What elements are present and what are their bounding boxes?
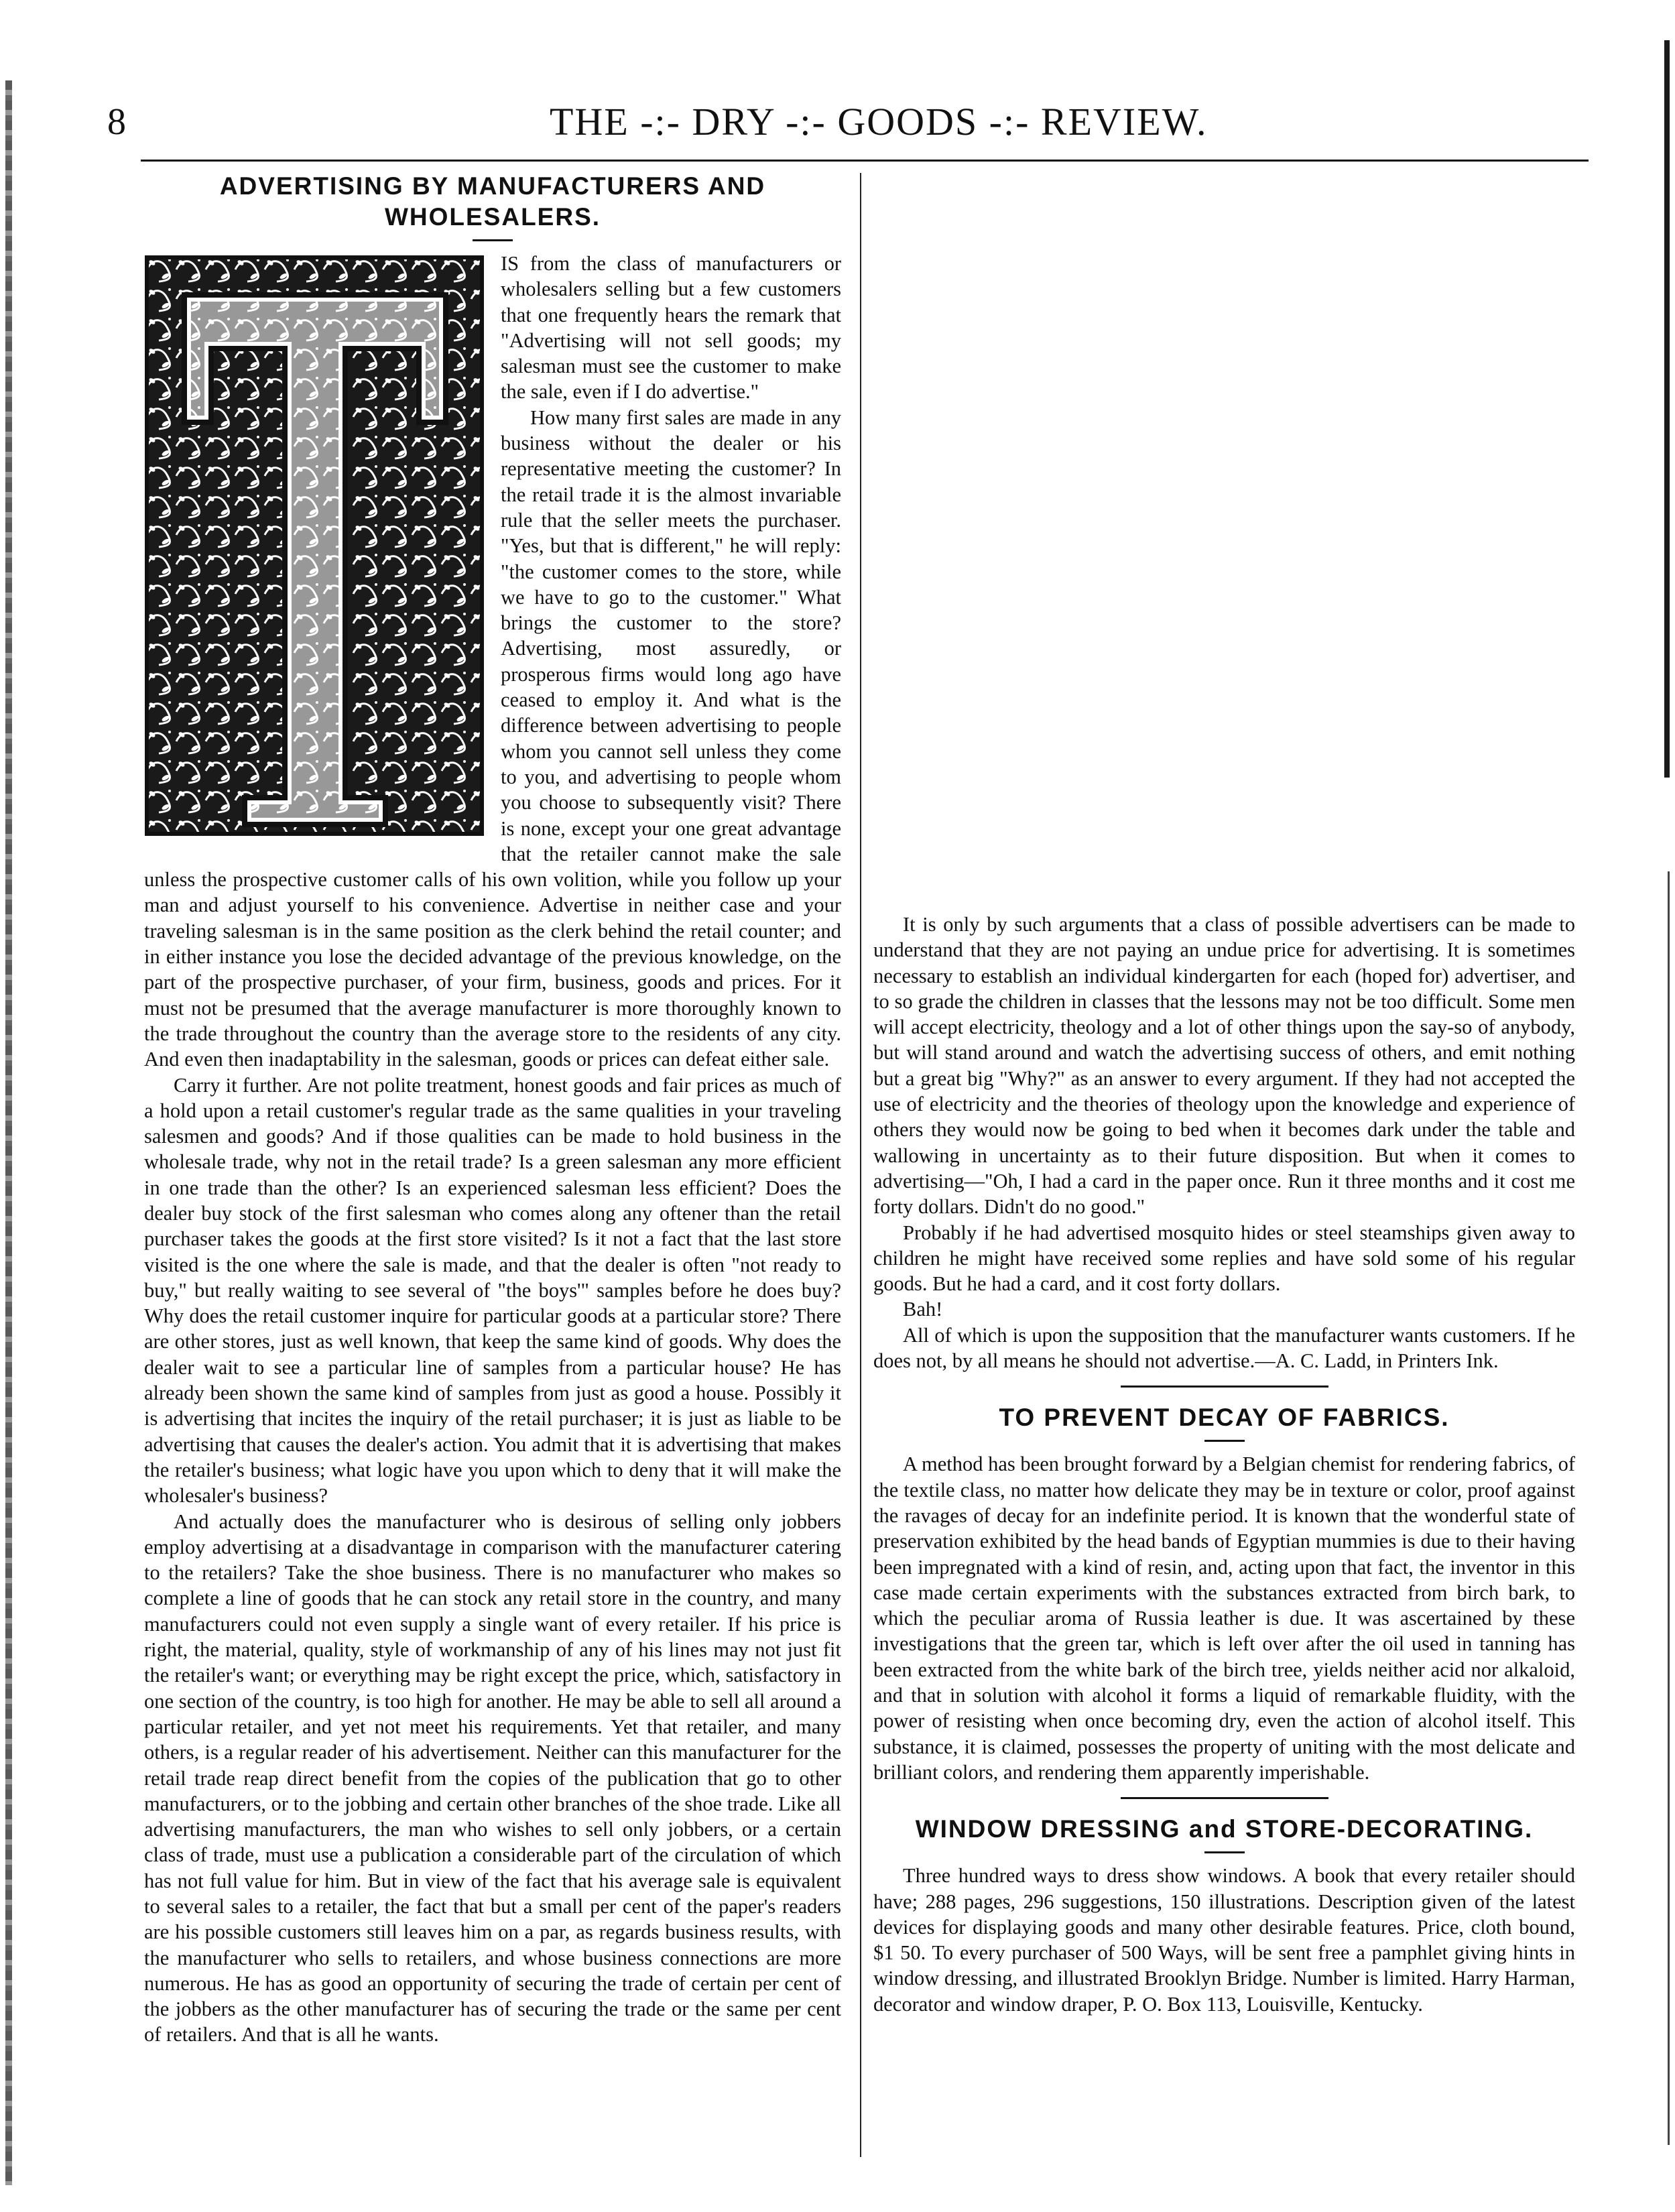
- article-headline-fabrics: TO PREVENT DECAY OF FABRICS.: [999, 1404, 1450, 1432]
- paragraph: Probably if he had advertised mosquito hides or steel steamships given away to children he might have received some replies and have sold some of his regular goods. But he had a card, and it cost forty dollars.: [873, 1221, 1575, 1296]
- section-rule: [1121, 1797, 1328, 1799]
- headline-rule: [1204, 1851, 1245, 1853]
- paragraph-continued: And actually does the manufacturer who is desirous of selling only jobbers employ advertising at a disadvantage in comparison with the manufacturer catering to the retailers? Take the shoe business. There is no manufacturer who makes so complete a line of goods that he can stock any retail store in the country, and many manufacturers could not even supply a single want of every retailer. If his price is right, the material, quality, style of workmanship of any of his lines may not just fit the retailer's want; or everything may be right except the price, which, satisfactory in one section of the country, is too high for another. He may be able to sell all around a particular retailer, and yet not meet his requirements. Yet that retailer, and many others, is a regular reader of his advertisement. Neither can this manufacturer for the retail trade reap direct benefit from the copies of the publication that go to other manufacturers, or to the jobbing and certain other branches of the shoe trade. Like all advertising manufacturers, the man who wishes to sell only jobbers, or a certain class of trade, must use a publication a considerable part of the circulation of which has not full value for him. But in view of the fact that his average sale is equivalent to several sales to a retailer, the fact that but a small per cent of the paper's readers are his possible customers still leaves him on a par, as regards business results, with the manufacturer who sells to retailers, and whose business connections are more numerous. He has as good an opportunity of securing the trade of certain per cent of the jobbers as the other manufacturer has of securing the trade or the same per cent of retailers. And that is all he wants.: [144, 1510, 841, 2046]
- paragraph: Bah!: [903, 1298, 943, 1321]
- page-number: 8: [107, 101, 126, 143]
- header-rule: [141, 160, 1589, 162]
- paragraph: How many first sales are made in any business without the dealer or his representative meeting the customer? In the retail trade it is the almost invariable rule that the seller meets the purchaser. "Yes, but that is different," he will reply: "the customer comes to the store, while we have to go to the customer." What brings the customer to the store? Advertising, most assuredly, or prosperous firms would long ago have ceased to employ it. And what is the difference between advertising to people whom you cannot sell unless they come to you, and advertising to people whom you choose to subsequently visit? There is none, except your one great advantage that the retailer cannot make the sale unless the prospective customer calls of his own volition, while you follow up your man and adjust yourself to his convenience. Advertise in neither case and your traveling salesman is in the same position as the clerk behind the retail counter; and in either instance you lose the decided advantage of the previous knowledge, on the part of the prospective purchaser, of your firm, business, goods and prices. For it must not be presumed that the average manufacturer is more thoroughly known to the trade throughout the country than the average store to the residents of any city. And even then inadaptability in the salesman, goods or prices can defeat either sale.: [144, 406, 841, 1071]
- paragraph-signature: All of which is upon the supposition that the manufacturer wants customers. If he does not, by all means he should not advertise.—A. C. Ladd, in Printers Ink.: [873, 1323, 1575, 1373]
- headline-rule: [1204, 1440, 1245, 1442]
- running-head-title: THE -:- DRY -:- GOODS -:- REVIEW.: [550, 100, 1208, 143]
- scanned-right-edge-lower: [1668, 871, 1670, 2145]
- right-column: [873, 912, 1575, 2017]
- paragraph: Carry it further. Are not polite treatment, honest goods and fair prices as much of a hold upon a retail customer's regular trade as the same qualities in your traveling salesmen and goods? And if those qualities can be made to hold business in the wholesale trade, why not in the retail trade? Is a green salesman any more efficient in one trade than the other? Is an experienced salesman less efficient? Does the dealer buy stock of the first salesman who comes along any oftener than the retail purchaser takes the goods at the first store visited? Is it not a fact that the last store visited is the one where the sale is made, and that the dealer is often "not ready to buy," but really waiting to see several of "the boys'" samples before he does buy? Why does the retail customer inquire for particular goods at a particular store? There are other stores, just as well known, that keep the same kind of goods. Why does the dealer wait to see a particular line of samples from a particular house? He has already been shown the same kind of samples from just as good a house. Possibly it is advertising that incites the inquiry of the retail purchaser; it is just as liable to be advertising that causes the dealer's action. You admit that it is advertising that makes the retailer's business; what logic have you upon which to deny that it will make the wholesaler's business?: [144, 1073, 841, 1508]
- headline-rule: [473, 239, 513, 241]
- ornamental-drop-cap: [144, 255, 486, 858]
- article-headline-advertising: ADVERTISING BY MANUFACTURERS AND WHOLESALERS.: [219, 172, 766, 231]
- paragraph: Three hundred ways to dress show windows. A book that every retailer should have; 288 pages, 296 suggestions, 150 illustrations. Description given of the latest devices for displaying goods and many other desirable features. Price, cloth bound, $1 50. To every purchaser of 500 Ways, will be sent free a pamphlet giving hints in window dressing, and illustrated Brooklyn Bridge. Number is limited. Harry Harman, decorator and window draper, P. O. Box 113, Louisville, Kentucky.: [873, 1864, 1575, 2016]
- left-column: [144, 171, 841, 2048]
- paragraph: It is only by such arguments that a class of possible advertisers can be made to understand that they are not paying an undue price for advertising. It is sometimes necessary to establish an individual kindergarten for each (hoped for) advertiser, and to so grade the children in classes that the lessons may not be too difficult. Some men will accept electricity, theology and a lot of other things upon the say-so of anybody, but will stand around and watch the advertising success of others, and emit nothing but a great big "Why?" as an answer to every argument. If they had not accepted the use of electricity and the theories of theology upon the knowledge and experience of others they would now be going to bed when it becomes dark under the table and wallowing in uncertainty as to their future disposition. But when it comes to advertising—"Oh, I had a card in the paper once. Run it three months and it cost me forty dollars. Didn't do no good.": [873, 913, 1575, 1219]
- scanned-right-edge: [1664, 40, 1670, 778]
- paragraph: A method has been brought forward by a Belgian chemist for rendering fabrics, of the textile class, no matter how delicate they may be in texture or color, proof against the ravages of decay for an indefinite period. It is known that the wonderful state of preservation exhibited by the head bands of Egyptian mummies is due to their having been impregnated with a kind of resin, and, acting upon that fact, the inventor in this case made certain experiments with the substances extracted from birch bark, to which the peculiar aroma of Russia leather is due. It was ascertained by these investigations that the green tar, which is left over after the oil used in tanning has been extracted from the white bark of the birch tree, yields neither acid nor alkaloid, and that in solution with alcohol it forms a liquid of remarkable fluidity, with the power of resisting when once becoming dry, even the action of alcohol itself. This substance, it is claimed, possesses the property of uniting with the most delicate and brilliant colors, and rendering them apparently imperishable.: [873, 1453, 1575, 1784]
- scanned-left-edge: [5, 80, 12, 2185]
- paragraph: IS from the class of manufacturers or wholesalers selling but a few customers that one frequently hears the remark that "Advertising will not sell goods; my salesman must see the customer to make the sale, even if I do advertise.": [501, 252, 841, 404]
- section-rule: [1121, 1386, 1328, 1388]
- article-headline-window-dressing: WINDOW DRESSING and STORE-DECORATING.: [915, 1815, 1534, 1843]
- column-divider: [860, 173, 861, 2157]
